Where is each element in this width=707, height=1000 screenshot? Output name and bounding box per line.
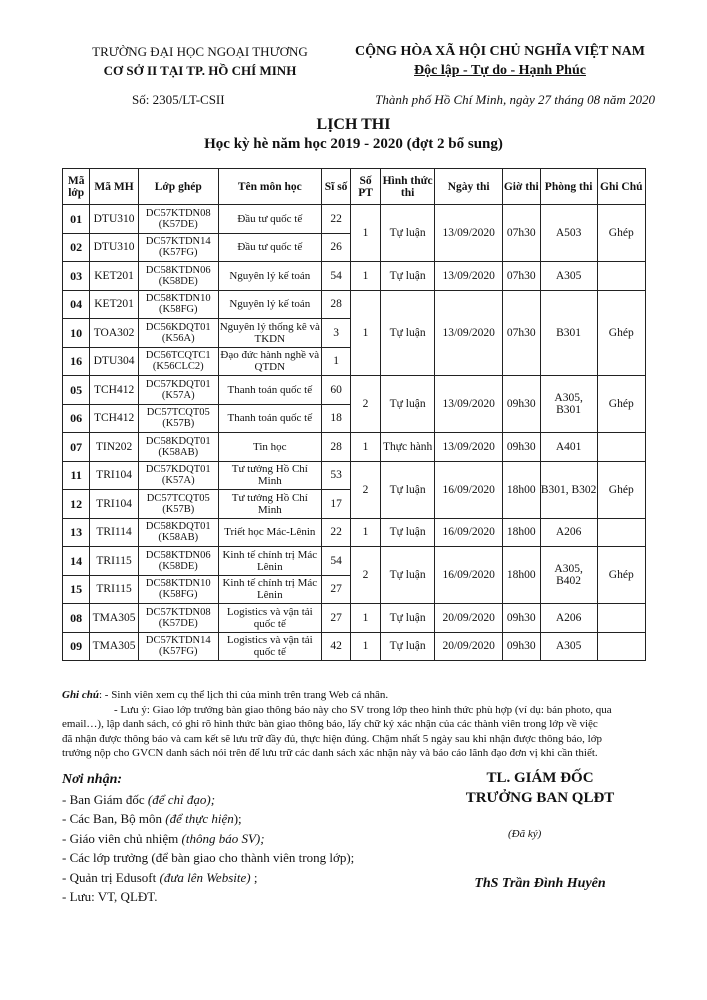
exam-date: 20/09/2020	[435, 604, 502, 633]
merged-class: DC58KTDN10 (K58FG)	[138, 575, 218, 604]
column-header: Ngày thi	[435, 169, 502, 205]
exam-room: A206	[540, 518, 597, 547]
class-code: 09	[63, 632, 90, 661]
page-subtitle: Học kỳ hè năm học 2019 - 2020 (đợt 2 bổ sung)	[204, 136, 503, 152]
notes-section	[62, 688, 662, 761]
merged-class: DC57KDQT01 (K57A)	[138, 376, 218, 405]
merged-class: DC58KTDN06 (K58DE)	[138, 547, 218, 576]
exam-room: A305	[540, 262, 597, 291]
room-count: 1	[351, 518, 380, 547]
exam-room: A305, B402	[540, 547, 597, 604]
course-name: Kinh tế chính trị Mác Lênin	[218, 547, 321, 576]
class-code: 15	[63, 575, 90, 604]
merged-class: DC57TCQT05 (K57B)	[138, 404, 218, 433]
course-name: Tin học	[218, 433, 321, 462]
table-row	[63, 547, 646, 576]
campus-name: CƠ SỞ II TẠI TP. HỒ CHÍ MINH	[103, 63, 297, 78]
recipient-item: - Quản trị Edusoft (đưa lên Website) ;	[62, 869, 258, 885]
university-name: TRƯỜNG ĐẠI HỌC NGOẠI THƯƠNG	[92, 44, 308, 59]
class-code: 05	[63, 376, 90, 405]
exam-time: 07h30	[502, 262, 540, 291]
class-code: 08	[63, 604, 90, 633]
merged-class: DC56KDQT01 (K56A)	[138, 319, 218, 348]
exam-date: 16/09/2020	[435, 547, 502, 604]
merged-class: DC57KTDN08 (K57DE)	[138, 205, 218, 234]
course-name: Thanh toán quốc tế	[218, 404, 321, 433]
class-size: 22	[321, 518, 350, 547]
table-row	[63, 433, 646, 462]
course-name: Tư tưởng Hồ Chí Minh	[218, 490, 321, 519]
exam-room: A305, B301	[540, 376, 597, 433]
class-code: 10	[63, 319, 90, 348]
note	[597, 632, 645, 661]
exam-format: Tự luận	[380, 604, 435, 633]
exam-format: Tự luận	[380, 205, 435, 262]
recipients-title: Nơi nhận:	[62, 772, 123, 787]
merged-class: DC58KTDN10 (K58FG)	[138, 290, 218, 319]
course-name: Logistics và vận tải quốc tế	[218, 632, 321, 661]
class-size: 54	[321, 262, 350, 291]
class-size: 27	[321, 575, 350, 604]
course-code: TMA305	[90, 604, 138, 633]
class-code: 11	[63, 461, 90, 490]
course-name: Tư tưởng Hồ Chí Minh	[218, 461, 321, 490]
column-header: Giờ thi	[502, 169, 540, 205]
exam-date: 13/09/2020	[435, 433, 502, 462]
note-line	[62, 688, 662, 703]
course-code: DTU304	[90, 347, 138, 376]
course-code: KET201	[90, 262, 138, 291]
recipient-item: - Các Ban, Bộ môn (để thực hiện);	[62, 811, 242, 826]
note-line: email…), lập danh sách, có ghi rõ hình thức bàn giao thông báo, lấy chữ ký xác nhận của các thành viên trong lớp về việc	[62, 718, 598, 730]
class-size: 26	[321, 233, 350, 262]
course-name: Logistics và vận tải quốc tế	[218, 604, 321, 633]
class-code: 12	[63, 490, 90, 519]
note: Ghép	[597, 290, 645, 376]
signer-name: ThS Trần Đình Huyên	[474, 876, 606, 891]
course-code: DTU310	[90, 205, 138, 234]
class-code: 13	[63, 518, 90, 547]
notes-label: Ghi chú	[62, 689, 99, 701]
class-size: 1	[321, 347, 350, 376]
course-code: TRI115	[90, 547, 138, 576]
merged-class: DC57KDQT01 (K57A)	[138, 461, 218, 490]
table-row	[63, 632, 646, 661]
column-header: Mã MH	[90, 169, 138, 205]
table-row	[63, 290, 646, 319]
exam-date: 13/09/2020	[435, 376, 502, 433]
exam-room: B301	[540, 290, 597, 376]
course-name: Đầu tư quốc tế	[218, 205, 321, 234]
class-code: 16	[63, 347, 90, 376]
national-motto: Độc lập - Tự do - Hạnh Phúc	[414, 63, 586, 78]
exam-room: A503	[540, 205, 597, 262]
exam-date: 20/09/2020	[435, 632, 502, 661]
exam-time: 07h30	[502, 205, 540, 262]
course-code: TOA302	[90, 319, 138, 348]
merged-class: DC57KTDN14 (K57FG)	[138, 233, 218, 262]
class-code: 07	[63, 433, 90, 462]
course-code: TRI115	[90, 575, 138, 604]
signed-mark: (Đã ký)	[508, 828, 542, 840]
course-code: TCH412	[90, 404, 138, 433]
signature-title: TL. GIÁM ĐỐC	[486, 770, 594, 786]
course-code: TRI104	[90, 490, 138, 519]
room-count: 2	[351, 376, 380, 433]
room-count: 2	[351, 461, 380, 518]
exam-format: Tự luận	[380, 632, 435, 661]
exam-format: Thực hành	[380, 433, 435, 462]
class-size: 54	[321, 547, 350, 576]
exam-format: Tự luận	[380, 262, 435, 291]
exam-format: Tự luận	[380, 376, 435, 433]
class-size: 60	[321, 376, 350, 405]
column-header: Phòng thi	[540, 169, 597, 205]
recipient-item: - Lưu: VT, QLĐT.	[62, 889, 158, 904]
table-row	[63, 376, 646, 405]
course-code: TRI104	[90, 461, 138, 490]
course-name: Đầu tư quốc tế	[218, 233, 321, 262]
course-name: Kinh tế chính trị Mác Lênin	[218, 575, 321, 604]
exam-time: 09h30	[502, 632, 540, 661]
table-row	[63, 205, 646, 234]
room-count: 2	[351, 547, 380, 604]
exam-room: A305	[540, 632, 597, 661]
room-count: 1	[351, 604, 380, 633]
exam-time: 09h30	[502, 604, 540, 633]
recipient-item: - Ban Giám đốc (để chỉ đạo);	[62, 791, 216, 807]
class-code: 02	[63, 233, 90, 262]
room-count: 1	[351, 433, 380, 462]
class-size: 42	[321, 632, 350, 661]
class-size: 17	[321, 490, 350, 519]
exam-date: 16/09/2020	[435, 461, 502, 518]
note: Ghép	[597, 461, 645, 518]
room-count: 1	[351, 632, 380, 661]
exam-schedule-table	[62, 168, 646, 661]
class-code: 03	[63, 262, 90, 291]
exam-room: A206	[540, 604, 597, 633]
note	[597, 433, 645, 462]
note-line: - Lưu ý: Giao lớp trưởng bàn giao thông báo này cho SV trong lớp theo hình thức phù hợp (ví dụ: bản photo, qua	[114, 703, 612, 716]
table-row	[63, 461, 646, 490]
exam-date: 13/09/2020	[435, 262, 502, 291]
course-code: KET201	[90, 290, 138, 319]
course-code: TIN202	[90, 433, 138, 462]
document-number: Số: 2305/LT-CSII	[132, 92, 225, 107]
note-line: đã nhận được thông báo và cam kết sẽ lưu trữ đầy đủ, thực hiện đúng. Chậm nhất 5 ngày sau khi nhận được thông báo, lớp	[62, 732, 603, 745]
note	[597, 518, 645, 547]
table-row	[63, 262, 646, 291]
class-size: 28	[321, 290, 350, 319]
course-name: Thanh toán quốc tế	[218, 376, 321, 405]
column-header: Lớp ghép	[138, 169, 218, 205]
course-name: Nguyên lý kế toán	[218, 262, 321, 291]
exam-time: 07h30	[502, 290, 540, 376]
exam-format: Tự luận	[380, 547, 435, 604]
exam-time: 09h30	[502, 376, 540, 433]
table-row	[63, 518, 646, 547]
note	[597, 604, 645, 633]
column-header: Số PT	[351, 169, 380, 205]
merged-class: DC57KTDN08 (K57DE)	[138, 604, 218, 633]
note: Ghép	[597, 376, 645, 433]
country-name: CỘNG HÒA XÃ HỘI CHỦ NGHĨA VIỆT NAM	[354, 44, 645, 59]
exam-date: 16/09/2020	[435, 518, 502, 547]
class-code: 04	[63, 290, 90, 319]
merged-class: DC57KTDN14 (K57FG)	[138, 632, 218, 661]
course-name: Đạo đức hành nghề và QTDN	[218, 347, 321, 376]
course-name: Nguyên lý thống kê và TKDN	[218, 319, 321, 348]
column-header: Tên môn học	[218, 169, 321, 205]
exam-time: 18h00	[502, 518, 540, 547]
class-code: 06	[63, 404, 90, 433]
note: Ghép	[597, 205, 645, 262]
merged-class: DC56TCQTC1 (K56CLC2)	[138, 347, 218, 376]
recipient-item: - Giáo viên chủ nhiệm (thông báo SV);	[62, 830, 265, 846]
exam-format: Tự luận	[380, 290, 435, 376]
note	[597, 262, 645, 291]
exam-date: 13/09/2020	[435, 290, 502, 376]
table-header-row	[63, 169, 646, 205]
class-size: 53	[321, 461, 350, 490]
exam-format: Tự luận	[380, 461, 435, 518]
column-header: Mã lớp	[63, 169, 90, 205]
room-count: 1	[351, 262, 380, 291]
note: Ghép	[597, 547, 645, 604]
room-count: 1	[351, 290, 380, 376]
note-text: : - Sinh viên xem cụ thể lịch thi của mình trên trang Web cá nhân.	[99, 689, 389, 701]
merged-class: DC58KDQT01 (K58AB)	[138, 433, 218, 462]
recipient-item: - Các lớp trưởng (để bàn giao cho thành viên trong lớp);	[62, 850, 355, 865]
exam-time: 18h00	[502, 461, 540, 518]
note-line: trưởng nộp cho GVCN danh sách nói trên để lưu trữ các danh sách xác nhận này và báo cáo lãnh đạo đơn vị khi cần thiết.	[62, 747, 598, 759]
exam-time: 09h30	[502, 433, 540, 462]
column-header: Sĩ số	[321, 169, 350, 205]
class-size: 22	[321, 205, 350, 234]
class-code: 01	[63, 205, 90, 234]
exam-date: 13/09/2020	[435, 205, 502, 262]
recipients-list	[62, 770, 422, 907]
room-count: 1	[351, 205, 380, 262]
course-code: TRI114	[90, 518, 138, 547]
document-date: Thành phố Hồ Chí Minh, ngày 27 tháng 08 năm 2020	[375, 92, 655, 107]
exam-room: B301, B302	[540, 461, 597, 518]
course-name: Triết học Mác-Lênin	[218, 518, 321, 547]
page-title: LỊCH THI	[316, 116, 391, 133]
column-header: Hình thức thi	[380, 169, 435, 205]
class-size: 3	[321, 319, 350, 348]
course-code: TCH412	[90, 376, 138, 405]
course-code: DTU310	[90, 233, 138, 262]
merged-class: DC58KTDN06 (K58DE)	[138, 262, 218, 291]
column-header: Ghi Chú	[597, 169, 645, 205]
table-row	[63, 604, 646, 633]
exam-time: 18h00	[502, 547, 540, 604]
class-code: 14	[63, 547, 90, 576]
class-size: 27	[321, 604, 350, 633]
course-code: TMA305	[90, 632, 138, 661]
exam-format: Tự luận	[380, 518, 435, 547]
class-size: 28	[321, 433, 350, 462]
merged-class: DC57TCQT05 (K57B)	[138, 490, 218, 519]
exam-room: A401	[540, 433, 597, 462]
course-name: Nguyên lý kế toán	[218, 290, 321, 319]
signature-department: TRƯỞNG BAN QLĐT	[465, 790, 615, 806]
class-size: 18	[321, 404, 350, 433]
merged-class: DC58KDQT01 (K58AB)	[138, 518, 218, 547]
